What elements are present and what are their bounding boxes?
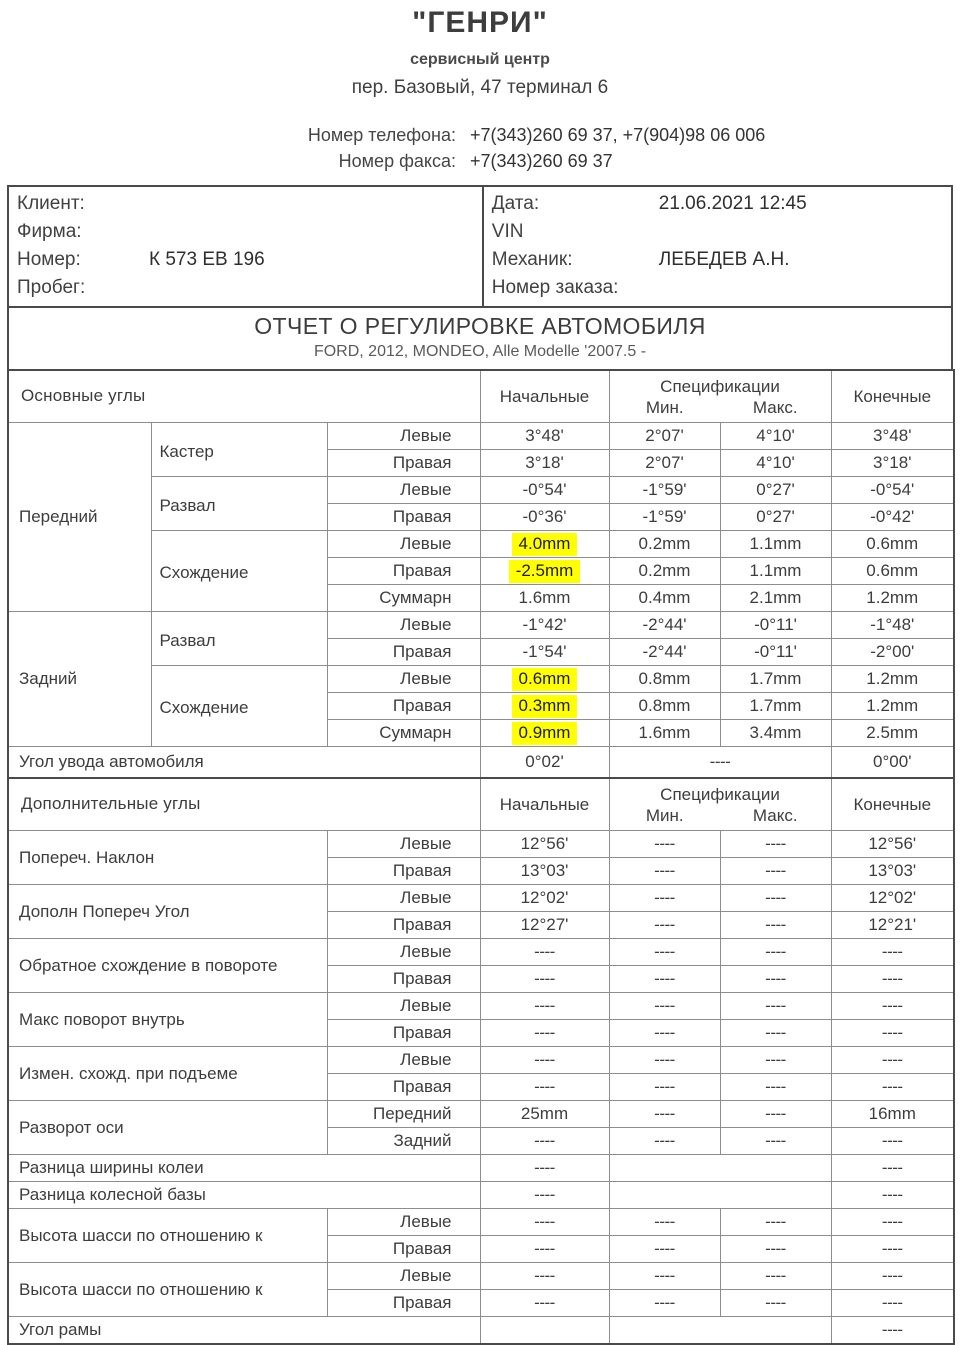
column-header-initial: Начальные [480, 370, 609, 423]
side-label: Левые [327, 612, 480, 639]
value-spec-min: 2°07' [609, 450, 720, 477]
thrust-final: 0°00' [831, 747, 954, 779]
frame-spec [609, 1317, 831, 1345]
value-initial: ---- [480, 1263, 609, 1290]
value-spec-min: ---- [609, 858, 720, 885]
value-initial: ---- [480, 1236, 609, 1263]
side-label: Правая [327, 450, 480, 477]
value-initial: ---- [480, 1020, 609, 1047]
vehicle-description: FORD, 2012, MONDEO, Alle Modelle '2007.5 - [313, 343, 647, 360]
side-label: Левые [327, 1263, 480, 1290]
param-label: Развал [151, 612, 327, 666]
spec-max-label: Макс. [752, 397, 798, 417]
letterhead [0, 0, 960, 174]
company-subtitle: сервисный центр [410, 51, 550, 68]
value-final: 1.2mm [831, 693, 954, 720]
value-initial: ---- [480, 1128, 609, 1155]
value-spec-max: 0°27' [720, 504, 831, 531]
value-initial: 3°48' [480, 423, 609, 450]
value-spec-max: ---- [720, 1263, 831, 1290]
value-final: ---- [831, 1047, 954, 1074]
company-address: пер. Базовый, 47 терминал 6 [351, 77, 609, 98]
fax-label: Номер факса: [338, 151, 456, 171]
axle-label-1: Задний [8, 612, 151, 747]
info-row-left-3 [9, 274, 482, 302]
frame-final: ---- [831, 1317, 954, 1345]
section-header-main [8, 370, 954, 423]
value-initial: ---- [480, 1155, 609, 1182]
value-initial: -1°54' [480, 639, 609, 666]
height-row-label-0: Высота шасси по отношению к [8, 1209, 327, 1263]
value-spec-min: ---- [609, 993, 720, 1020]
info-key: VIN [491, 221, 524, 242]
value-spec-min: ---- [609, 1020, 720, 1047]
value-spec-max: ---- [720, 1236, 831, 1263]
thrust-initial: 0°02' [480, 747, 609, 779]
difference-label-1: Разница колесной базы [8, 1182, 480, 1209]
param-label: Кастер [151, 423, 327, 477]
value-final: -2°00' [831, 639, 954, 666]
info-key: Клиент: [17, 193, 85, 214]
value-final: ---- [831, 993, 954, 1020]
value-initial: 1.6mm [480, 585, 609, 612]
contact-block [0, 122, 960, 174]
value-spec-max: ---- [720, 885, 831, 912]
side-label: Правая [327, 966, 480, 993]
value-final: 12°21' [831, 912, 954, 939]
value-final: ---- [831, 1263, 954, 1290]
phone-value: +7(343)260 69 37, +7(904)98 06 006 [470, 125, 766, 145]
value-spec-min: ---- [609, 966, 720, 993]
value-final: ---- [831, 1236, 954, 1263]
value-spec-max: ---- [720, 831, 831, 858]
value-spec-max: ---- [720, 1290, 831, 1317]
value-initial: ---- [480, 1074, 609, 1101]
side-label: Передний [327, 1101, 480, 1128]
extra-row-label-2: Обратное схождение в повороте [8, 939, 327, 993]
client-info-left [9, 187, 484, 306]
info-row-right-3 [484, 274, 951, 302]
value-spec-max: ---- [720, 858, 831, 885]
value-spec-min: ---- [609, 939, 720, 966]
client-info-right [484, 187, 951, 306]
side-label: Суммарн [327, 720, 480, 747]
alignment-table [7, 369, 955, 1345]
value-initial [480, 666, 609, 693]
column-header-final: Конечные [831, 778, 954, 831]
value-spec-min: ---- [609, 885, 720, 912]
side-label: Правая [327, 639, 480, 666]
value-final: -1°48' [831, 612, 954, 639]
value-spec-max: 3.4mm [720, 720, 831, 747]
side-label: Правая [327, 693, 480, 720]
param-label: Схождение [151, 666, 327, 747]
section-title-main: Основные углы [8, 370, 480, 423]
value-spec-min: 0.4mm [609, 585, 720, 612]
value-final: 16mm [831, 1101, 954, 1128]
value-spec-max: 0°27' [720, 477, 831, 504]
table-row-difference [8, 1155, 954, 1182]
info-key: Пробег: [17, 277, 86, 298]
value-initial: 25mm [480, 1101, 609, 1128]
side-label: Левые [327, 1047, 480, 1074]
spec-min-label: Мин. [645, 397, 684, 417]
value-initial [480, 693, 609, 720]
side-label: Левые [327, 423, 480, 450]
section-title-extra: Дополнительные углы [8, 778, 480, 831]
highlighted-value: -2.5mm [509, 560, 581, 583]
spec-min-label: Мин. [645, 805, 684, 825]
value-spec-min: -1°59' [609, 477, 720, 504]
value-spec-min: -1°59' [609, 504, 720, 531]
value-final: 12°02' [831, 885, 954, 912]
value-initial: 12°27' [480, 912, 609, 939]
difference-label-0: Разница ширины колеи [8, 1155, 480, 1182]
extra-row-label-0: Попереч. Наклон [8, 831, 327, 885]
side-label: Левые [327, 831, 480, 858]
value-final: -0°42' [831, 504, 954, 531]
value-initial: 12°56' [480, 831, 609, 858]
value-initial: ---- [480, 993, 609, 1020]
side-label: Правая [327, 1236, 480, 1263]
column-header-spec [609, 370, 831, 423]
extra-row-label-4: Измен. схожд. при подъеме [8, 1047, 327, 1101]
value-final: -0°54' [831, 477, 954, 504]
value-initial: ---- [480, 966, 609, 993]
value-spec-max: 1.7mm [720, 693, 831, 720]
value-initial: 13°03' [480, 858, 609, 885]
value-spec-max: ---- [720, 1209, 831, 1236]
param-label: Развал [151, 477, 327, 531]
value-initial [480, 720, 609, 747]
axle-label-0: Передний [8, 423, 151, 612]
value-initial: ---- [480, 1047, 609, 1074]
info-value: 21.06.2021 12:45 [658, 193, 807, 214]
side-label: Правая [327, 912, 480, 939]
value-spec-max: ---- [720, 966, 831, 993]
value-final: ---- [831, 1290, 954, 1317]
report-title-block [7, 306, 953, 369]
param-label: Схождение [151, 531, 327, 612]
value-final: 0.6mm [831, 558, 954, 585]
info-row-left-1 [9, 218, 482, 246]
value-final: 0.6mm [831, 531, 954, 558]
value-final: 3°18' [831, 450, 954, 477]
value-spec-min: -2°44' [609, 639, 720, 666]
value-final: ---- [831, 1182, 954, 1209]
highlighted-value: 0.6mm [512, 668, 578, 691]
info-key: Фирма: [17, 221, 82, 242]
value-spec-max: 1.1mm [720, 531, 831, 558]
table-row [8, 939, 954, 966]
info-key: Номер заказа: [491, 277, 619, 298]
value-spec-min: ---- [609, 912, 720, 939]
side-label: Правая [327, 1020, 480, 1047]
value-final: ---- [831, 1020, 954, 1047]
value-spec-max: ---- [720, 1128, 831, 1155]
table-row [8, 1101, 954, 1128]
value-spec-max: 1.1mm [720, 558, 831, 585]
info-value: ЛЕБЕДЕВ А.Н. [658, 249, 790, 270]
value-spec-max: ---- [720, 1101, 831, 1128]
side-label: Левые [327, 885, 480, 912]
highlighted-value: 0.9mm [512, 722, 578, 745]
value-spec-min: ---- [609, 1209, 720, 1236]
value-spec-min: -2°44' [609, 612, 720, 639]
info-row-left-2 [9, 246, 482, 274]
value-spec-max: 1.7mm [720, 666, 831, 693]
value-spec-max: ---- [720, 1047, 831, 1074]
side-label: Правая [327, 504, 480, 531]
value-initial: ---- [480, 1209, 609, 1236]
value-spec-min: ---- [609, 831, 720, 858]
value-initial [480, 531, 609, 558]
info-row-right-0 [484, 190, 951, 218]
highlighted-value: 4.0mm [512, 533, 578, 556]
column-header-spec [609, 778, 831, 831]
value-final: 13°03' [831, 858, 954, 885]
side-label: Правая [327, 1290, 480, 1317]
info-row-right-2 [484, 246, 951, 274]
value-spec-min: ---- [609, 1236, 720, 1263]
phone-label: Номер телефона: [307, 125, 456, 145]
side-label: Левые [327, 939, 480, 966]
value-spec-max: 4°10' [720, 450, 831, 477]
value-final: ---- [831, 1209, 954, 1236]
info-row-left-0 [9, 190, 482, 218]
table-row [8, 423, 954, 450]
value-spec-max: ---- [720, 939, 831, 966]
side-label: Левые [327, 666, 480, 693]
value-final: 1.2mm [831, 585, 954, 612]
company-name: "ГЕНРИ" [412, 6, 548, 39]
table-row [8, 831, 954, 858]
info-row-right-1 [484, 218, 951, 246]
info-key: Механик: [491, 249, 573, 270]
side-label: Правая [327, 558, 480, 585]
info-key: Номер: [17, 249, 81, 270]
value-spec-max: 2.1mm [720, 585, 831, 612]
value-spec-min: ---- [609, 1101, 720, 1128]
value-spec-min: ---- [609, 1263, 720, 1290]
value-spec-max: ---- [720, 912, 831, 939]
value-initial: -0°54' [480, 477, 609, 504]
value-spec-min: 0.2mm [609, 531, 720, 558]
value-final: 3°48' [831, 423, 954, 450]
info-key: Дата: [491, 193, 540, 214]
extra-row-label-1: Дополн Попереч Угол [8, 885, 327, 939]
value-initial [480, 558, 609, 585]
value-spec-max: 4°10' [720, 423, 831, 450]
phone-row [0, 122, 960, 148]
value-spec-min: 1.6mm [609, 720, 720, 747]
value-initial: 3°18' [480, 450, 609, 477]
column-header-final: Конечные [831, 370, 954, 423]
value-final: ---- [831, 966, 954, 993]
value-spec-max: ---- [720, 1074, 831, 1101]
spec-max-label: Макс. [752, 805, 798, 825]
thrust-spec: ---- [609, 747, 831, 779]
side-label: Суммарн [327, 585, 480, 612]
frame-angle-label: Угол рамы [8, 1317, 480, 1345]
page-title: ОТЧЕТ О РЕГУЛИРОВКЕ АВТОМОБИЛЯ [254, 313, 706, 339]
value-initial: -1°42' [480, 612, 609, 639]
value-final: ---- [831, 1128, 954, 1155]
height-row-label-1: Высота шасси по отношению к [8, 1263, 327, 1317]
side-label: Правая [327, 1074, 480, 1101]
table-row [8, 1263, 954, 1290]
value-spec-max: ---- [720, 1020, 831, 1047]
value-final: 2.5mm [831, 720, 954, 747]
info-value: К 573 ЕВ 196 [149, 249, 265, 270]
table-row [8, 1209, 954, 1236]
value-spec-min: ---- [609, 1290, 720, 1317]
table-row [8, 1047, 954, 1074]
side-label: Задний [327, 1128, 480, 1155]
value-final: 12°56' [831, 831, 954, 858]
highlighted-value: 0.3mm [512, 695, 578, 718]
value-final: ---- [831, 939, 954, 966]
side-label: Левые [327, 1209, 480, 1236]
table-row-frame-angle [8, 1317, 954, 1345]
table-row [8, 885, 954, 912]
side-label: Левые [327, 531, 480, 558]
extra-row-label-5: Разворот оси [8, 1101, 327, 1155]
value-spec-min: 0.8mm [609, 693, 720, 720]
value-spec-min: 0.2mm [609, 558, 720, 585]
table-row [8, 993, 954, 1020]
client-info-block [7, 185, 953, 306]
value-spec-min: ---- [609, 1047, 720, 1074]
spec-title: Спецификации [660, 784, 780, 804]
value-spec-max: ---- [720, 993, 831, 1020]
value-spec-min: 0.8mm [609, 666, 720, 693]
spec-title: Спецификации [660, 376, 780, 396]
value-final: 1.2mm [831, 666, 954, 693]
value-initial: ---- [480, 939, 609, 966]
value-initial: 12°02' [480, 885, 609, 912]
thrust-angle-label: Угол увода автомобиля [8, 747, 480, 779]
column-header-initial: Начальные [480, 778, 609, 831]
fax-row [0, 148, 960, 174]
value-spec-max: -0°11' [720, 612, 831, 639]
value-final: ---- [831, 1074, 954, 1101]
side-label: Правая [327, 858, 480, 885]
value-spec-min: ---- [609, 1128, 720, 1155]
value-final: ---- [831, 1155, 954, 1182]
value-spec-blank [609, 1155, 831, 1182]
value-spec-min: ---- [609, 1074, 720, 1101]
fax-value: +7(343)260 69 37 [470, 151, 613, 171]
value-initial: -0°36' [480, 504, 609, 531]
frame-initial [480, 1317, 609, 1345]
value-spec-min: 2°07' [609, 423, 720, 450]
value-spec-blank [609, 1182, 831, 1209]
section-header-extra [8, 778, 954, 831]
value-initial: ---- [480, 1290, 609, 1317]
table-row [8, 612, 954, 639]
value-initial: ---- [480, 1182, 609, 1209]
extra-row-label-3: Макс поворот внутрь [8, 993, 327, 1047]
side-label: Левые [327, 993, 480, 1020]
value-spec-max: -0°11' [720, 639, 831, 666]
table-row-difference [8, 1182, 954, 1209]
table-row-thrust-angle [8, 747, 954, 779]
side-label: Левые [327, 477, 480, 504]
